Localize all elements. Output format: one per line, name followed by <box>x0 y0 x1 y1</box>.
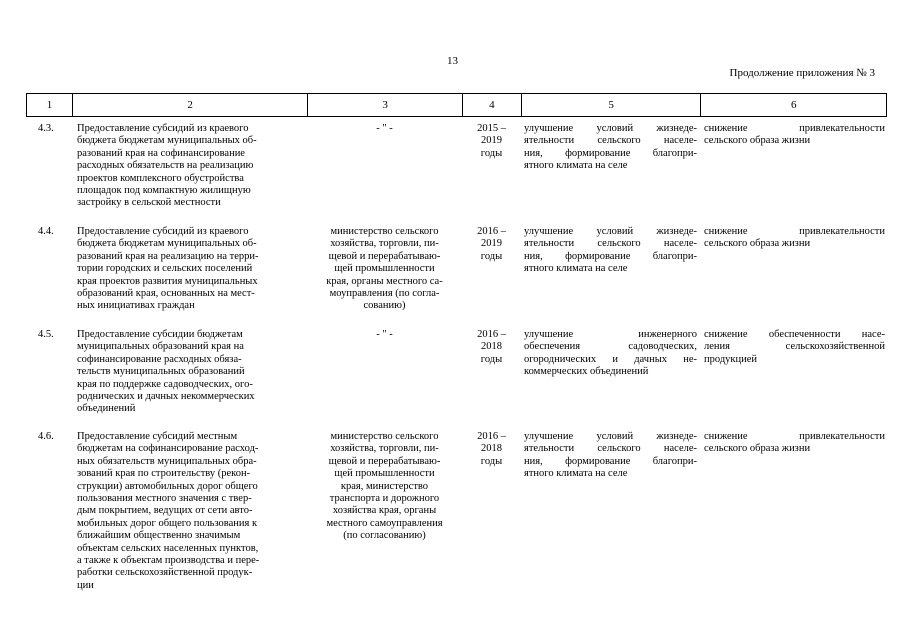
cell-text-line: министерство сельского <box>330 431 439 442</box>
cell-text-line: хозяйства, торговли, пи- <box>330 238 439 250</box>
row-number: 4.4. <box>38 226 54 237</box>
cell-text-line: снижение привлекательности <box>704 431 885 442</box>
cell-text-line: ятельности сельского населе- <box>524 443 697 455</box>
cell-text-line: струкции) автомобильных дорог общего <box>77 480 258 492</box>
cell-text-line: сельского образа жизни <box>704 135 811 147</box>
cell-text-line: зований края по строительству (рекон- <box>77 468 251 480</box>
cell-text-line: ятельности сельского населе- <box>524 238 697 250</box>
years-cell <box>462 431 521 601</box>
cell-text-line: ния, формирование благопри- <box>524 147 697 159</box>
table-row <box>26 123 887 226</box>
cell-text-line: ятного климата на селе <box>524 160 628 172</box>
cell-text-line: годы <box>480 147 503 159</box>
cell-text-line: улучшение условий жизнеде- <box>524 431 697 442</box>
cell-text-line: ятного климата на селе <box>524 263 628 275</box>
cell-text-line: обеспечения садоводческих, <box>524 341 697 353</box>
cell-text-line: годы <box>480 455 503 467</box>
cell-text-line: объектам сельских населенных пунктов, <box>77 542 259 554</box>
cell-text-line: работки сельскохозяйственной продук- <box>77 567 253 579</box>
table-header-row <box>26 93 887 117</box>
cell-text-line: щей промышленности <box>334 468 435 480</box>
cell-text-line: 2018 <box>481 443 502 455</box>
consequence-cell <box>701 329 887 431</box>
cell-text-line: - " - <box>376 329 393 340</box>
cell-text-line: огороднических и дачных не- <box>524 353 697 365</box>
header-col-3: 3 <box>307 94 462 116</box>
cell-text-line: площадок под компактную жилищную <box>77 185 251 197</box>
cell-text-line: проектов комплексного обустройства <box>77 172 244 184</box>
cell-text-line: продукцией <box>704 353 758 365</box>
cell-text-line: щевой и перерабатываю- <box>328 250 441 262</box>
cell-text-line: края проектов развития муниципальных <box>77 275 258 287</box>
cell-text-line: а также к объектам производства и пере- <box>77 555 260 567</box>
cell-text-line: края, министерство <box>340 480 429 492</box>
cell-text-line: 2019 <box>481 135 502 147</box>
cell-text-line: бюджета бюджетам муниципальных об- <box>77 238 257 250</box>
measure-cell <box>71 226 307 329</box>
executor-cell <box>307 329 462 431</box>
cell-text-line: министерство сельского <box>330 226 439 237</box>
cell-text-line: хозяйства, торговли, пи- <box>330 443 439 455</box>
page-number: 13 <box>447 55 458 67</box>
cell-text-line: софинансирование расходных обяза- <box>77 353 242 365</box>
cell-text-line: 2018 <box>481 341 502 353</box>
cell-text-line: объединений <box>77 403 136 415</box>
cell-text-line: улучшение условий жизнеде- <box>524 226 697 237</box>
header-col-4: 4 <box>462 94 521 116</box>
expected-result-cell <box>521 431 701 601</box>
cell-text-line: ции <box>77 579 94 591</box>
table-row <box>26 431 887 601</box>
header-col-5: 5 <box>521 94 701 116</box>
cell-text-line: пользования местного значения с твер- <box>77 493 252 505</box>
cell-text-line: ятельности сельского населе- <box>524 135 697 147</box>
cell-text-line: улучшение инженерного <box>524 329 697 340</box>
cell-text-line: сельского образа жизни <box>704 238 811 250</box>
cell-text-line: ятного климата на селе <box>524 468 628 480</box>
cell-text-line: сованию) <box>363 300 406 312</box>
consequence-cell <box>701 226 887 329</box>
row-number: 4.6. <box>38 431 54 442</box>
cell-text-line: ния, формирование благопри- <box>524 250 697 262</box>
cell-text-line: ных обязательств муниципальных обра- <box>77 455 257 467</box>
years-cell <box>462 329 521 431</box>
cell-text-line: хозяйства края, органы <box>332 505 437 517</box>
cell-text-line: снижение привлекательности <box>704 123 885 134</box>
consequence-cell <box>701 431 887 601</box>
expected-result-cell <box>521 329 701 431</box>
header-col-6: 6 <box>700 94 886 116</box>
cell-text-line: щевой и перерабатываю- <box>328 455 441 467</box>
cell-text-line: ближайшим общественно значимым <box>77 530 241 542</box>
cell-text-line: - " - <box>376 123 393 134</box>
cell-text-line: бюджетам на софинансирование расход- <box>77 443 259 455</box>
cell-text-line: тории городских и сельских поселений <box>77 263 253 275</box>
appendix-continuation-note: Продолжение приложения № 3 <box>729 67 875 79</box>
cell-text-line: снижение привлекательности <box>704 226 885 237</box>
executor-cell <box>307 431 462 601</box>
table-row <box>26 329 887 431</box>
cell-text-line: коммерческих объединений <box>524 366 649 378</box>
cell-text-line: бюджета бюджетам муниципальных об- <box>77 135 257 147</box>
cell-text-line: расходных обязательств на реализацию <box>77 160 254 172</box>
row-number: 4.5. <box>38 329 54 340</box>
cell-text-line: 2016 – <box>477 431 506 442</box>
measure-cell <box>71 329 307 431</box>
consequence-cell <box>701 123 887 226</box>
header-col-2: 2 <box>72 94 307 116</box>
expected-result-cell <box>521 123 701 226</box>
cell-text-line: щей промышленности <box>334 263 435 275</box>
cell-text-line: 2016 – <box>477 329 506 340</box>
table-body <box>26 123 887 601</box>
cell-text-line: сельского образа жизни <box>704 443 811 455</box>
cell-text-line: Предоставление субсидии бюджетам <box>77 329 243 340</box>
cell-text-line: моуправления (по согла- <box>329 288 440 300</box>
cell-text-line: образований края, основанных на мест- <box>77 288 255 300</box>
cell-text-line: годы <box>480 353 503 365</box>
cell-text-line: 2019 <box>481 238 502 250</box>
cell-text-line: Предоставление субсидий из краевого <box>77 226 249 237</box>
cell-text-line: роднических и дачных некоммерческих <box>77 391 255 403</box>
cell-text-line: (по согласованию) <box>343 530 426 542</box>
cell-text-line: ния, формирование благопри- <box>524 455 697 467</box>
measure-cell <box>71 431 307 601</box>
executor-cell <box>307 123 462 226</box>
expected-result-cell <box>521 226 701 329</box>
cell-text-line: разований края на софинансирование <box>77 147 245 159</box>
cell-text-line: Предоставление субсидий местным <box>77 431 238 442</box>
header-col-1: 1 <box>46 99 53 111</box>
cell-text-line: тельств муниципальных образований <box>77 366 245 378</box>
cell-text-line: ления сельскохозяйственной <box>704 341 885 353</box>
cell-text-line: застройку в сельской местности <box>77 197 221 209</box>
cell-text-line: муниципальных образований края на <box>77 341 244 353</box>
cell-text-line: местного самоуправления <box>326 517 443 529</box>
cell-text-line: годы <box>480 250 503 262</box>
cell-text-line: ных инициативах граждан <box>77 300 195 312</box>
years-cell <box>462 123 521 226</box>
cell-text-line: 2016 – <box>477 226 506 237</box>
measure-cell <box>71 123 307 226</box>
executor-cell <box>307 226 462 329</box>
cell-text-line: края, органы местного са- <box>326 275 443 287</box>
years-cell <box>462 226 521 329</box>
cell-text-line: 2015 – <box>477 123 506 134</box>
cell-text-line: транспорта и дорожного <box>329 493 440 505</box>
row-number: 4.3. <box>38 123 54 134</box>
cell-text-line: края по поддержке садоводческих, ого- <box>77 378 253 390</box>
cell-text-line: Предоставление субсидий из краевого <box>77 123 249 134</box>
cell-text-line: снижение обеспеченности насе- <box>704 329 885 340</box>
cell-text-line: разований края на реализацию на терри- <box>77 250 259 262</box>
table-row <box>26 226 887 329</box>
cell-text-line: мобильных дорог общего пользования к <box>77 517 258 529</box>
cell-text-line: дым покрытием, ведущих от сети авто- <box>77 505 253 517</box>
cell-text-line: улучшение условий жизнеде- <box>524 123 697 134</box>
